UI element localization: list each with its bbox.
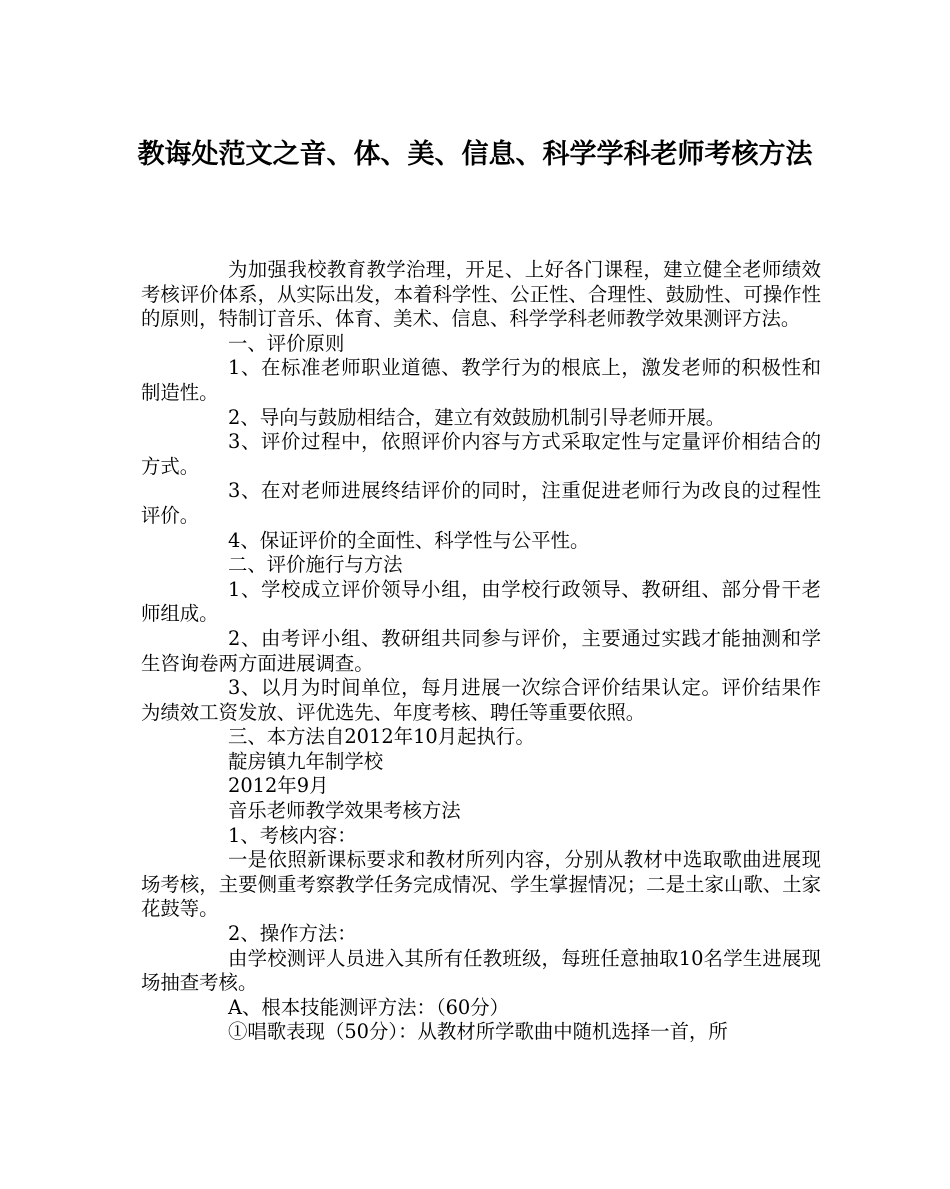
paragraph: 二、评价施行与方法 <box>228 553 403 577</box>
paragraph: 4、保证评价的全面性、科学性与公平性。 <box>228 528 590 552</box>
paragraph: 2、导向与鼓励相结合，建立有效鼓励机制引导老师开展。 <box>228 405 726 429</box>
paragraph: 音乐老师教学效果考核方法 <box>228 799 461 823</box>
paragraph: 1、考核内容： <box>228 823 357 847</box>
paragraph: 1、在标准老师职业道德、教学行为的根底上，激发老师的积极性和制造性。 <box>141 356 821 404</box>
paragraph: 3、以月为时间单位，每月进展一次综合评价结果认定。评价结果作为绩效工资发放、评优选先、年度考核、聘任等重要依照。 <box>141 676 821 724</box>
paragraph: 1、学校成立评价领导小组，由学校行政领导、教研组、部分骨干老师组成。 <box>141 577 821 626</box>
paragraph: 靛房镇九年制学校 <box>228 749 384 773</box>
paragraph: 3、评价过程中，依照评价内容与方式采取定性与定量评价相结合的方式。 <box>141 430 821 478</box>
paragraph: ①唱歌表现（50分）：从教材所学歌曲中随机选择一首，所 <box>228 1020 728 1044</box>
paragraph: 2012年9月 <box>228 774 329 798</box>
paragraph: 一是依照新课标要求和教材所列内容，分别从教材中选取歌曲进展现场考核，主要侧重考察教学任务完成情况、学生掌握情况；二是土家山歌、土家花鼓等。 <box>141 848 821 921</box>
paragraph: 一、评价原则 <box>228 331 345 355</box>
paragraph: 为加强我校教育教学治理，开足、上好各门课程，建立健全老师绩效考核评价体系，从实际出发，本着科学性、公正性、合理性、鼓励性、可操作性的原则，特制订音乐、体育、美术、信息、科学学科老师教学效果测评方法。 <box>141 258 821 331</box>
document-body <box>141 258 821 1045</box>
paragraph: 2、操作方法： <box>228 922 357 946</box>
paragraph: 由学校测评人员进入其所有任教班级，每班任意抽取10名学生进展现场抽查考核。 <box>141 946 821 995</box>
paragraph: A、根本技能测评方法：（60分） <box>228 995 510 1019</box>
paragraph: 三、本方法自2012年10月起执行。 <box>228 725 535 749</box>
paragraph: 3、在对老师进展终结评价的同时，注重促进老师行为改良的过程性评价。 <box>141 479 821 527</box>
paragraph: 2、由考评小组、教研组共同参与评价，主要通过实践才能抽测和学生咨询卷两方面进展调查。 <box>141 626 821 675</box>
document-title: 教诲处范文之音、体、美、信息、科学学科老师考核方法 <box>137 139 813 170</box>
